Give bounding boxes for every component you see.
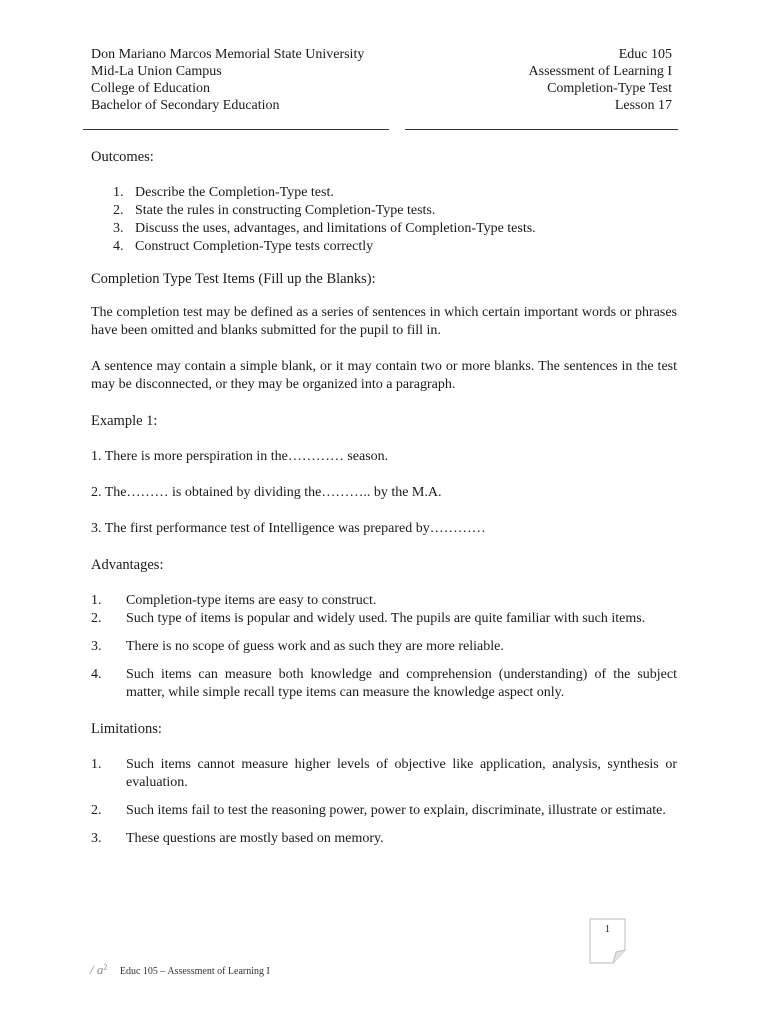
outcomes-heading: Outcomes:: [91, 149, 154, 165]
page-number: 1: [605, 924, 610, 935]
definition-paragraph: The completion test may be defined as a series of sentences in which certain important words or phrases have been omitted and blanks submitted for the pupil to fill in.: [91, 305, 677, 338]
limitations-list: [91, 756, 677, 848]
university-name: Don Mariano Marcos Memorial State University: [91, 47, 365, 62]
footer-page-label: / a: [90, 962, 104, 977]
header-right: [529, 46, 672, 114]
list-item: 2. Such items fail to test the reasoning power, power to explain, discriminate, illustrate or estimate.: [91, 803, 666, 818]
list-item: 4. Construct Completion-Type tests correctly: [113, 239, 374, 254]
outcomes-list: [91, 184, 677, 256]
list-item: 3. There is no scope of guess work and as such they are more reliable.: [91, 639, 504, 654]
list-item: 2. Such type of items is popular and widely used. The pupils are quite familiar with such items.: [91, 611, 646, 626]
header-left: [91, 46, 364, 114]
course-title: Assessment of Learning I: [528, 64, 672, 79]
list-item: 1. Completion-type items are easy to construct.: [91, 593, 377, 608]
footer-page-sup: 2: [103, 962, 108, 972]
college-name: College of Education: [91, 81, 210, 96]
program-name: Bachelor of Secondary Education: [91, 98, 280, 113]
document-body: [91, 148, 677, 848]
footer-text: Educ 105 – Assessment of Learning I: [119, 966, 270, 977]
example-heading: Example 1:: [91, 413, 158, 429]
lesson-number: Lesson 17: [614, 98, 672, 113]
campus-name: Mid-La Union Campus: [91, 64, 222, 79]
advantages-list: [91, 592, 677, 702]
list-item: 3. Discuss the uses, advantages, and limitations of Completion-Type tests.: [113, 221, 536, 236]
header-divider-left: [83, 129, 389, 130]
advantages-heading: Advantages:: [91, 557, 164, 573]
page-footer: [90, 962, 270, 978]
course-code: Educ 105: [618, 47, 672, 62]
header-divider-right: [405, 129, 678, 130]
blanks-paragraph: A sentence may contain a simple blank, or it may contain two or more blanks. The sentences in the test may be disconnected, or they may be organized into a paragraph.: [91, 359, 677, 392]
example-item: 3. The first performance test of Intelligence was prepared by…………: [91, 521, 486, 536]
example-item: 2. The……… is obtained by dividing the……….. by the M.A.: [91, 485, 442, 500]
list-item: 3. These questions are mostly based on memory.: [91, 831, 384, 846]
completion-heading: Completion Type Test Items (Fill up the Blanks):: [91, 271, 376, 287]
list-item: 4. Such items can measure both knowledge and comprehension (understanding) of the subject matter, while simple recall type items can measure the knowledge aspect only.: [91, 667, 677, 700]
example-item: 1. There is more perspiration in the………… season.: [91, 449, 389, 464]
topic-title: Completion-Type Test: [547, 81, 672, 96]
limitations-heading: Limitations:: [91, 721, 162, 737]
list-item: 2. State the rules in constructing Completion-Type tests.: [113, 203, 436, 218]
list-item: 1. Describe the Completion-Type test.: [113, 185, 334, 200]
list-item: 1. Such items cannot measure higher levels of objective like application, analysis, synthesis or evaluation.: [91, 757, 677, 790]
